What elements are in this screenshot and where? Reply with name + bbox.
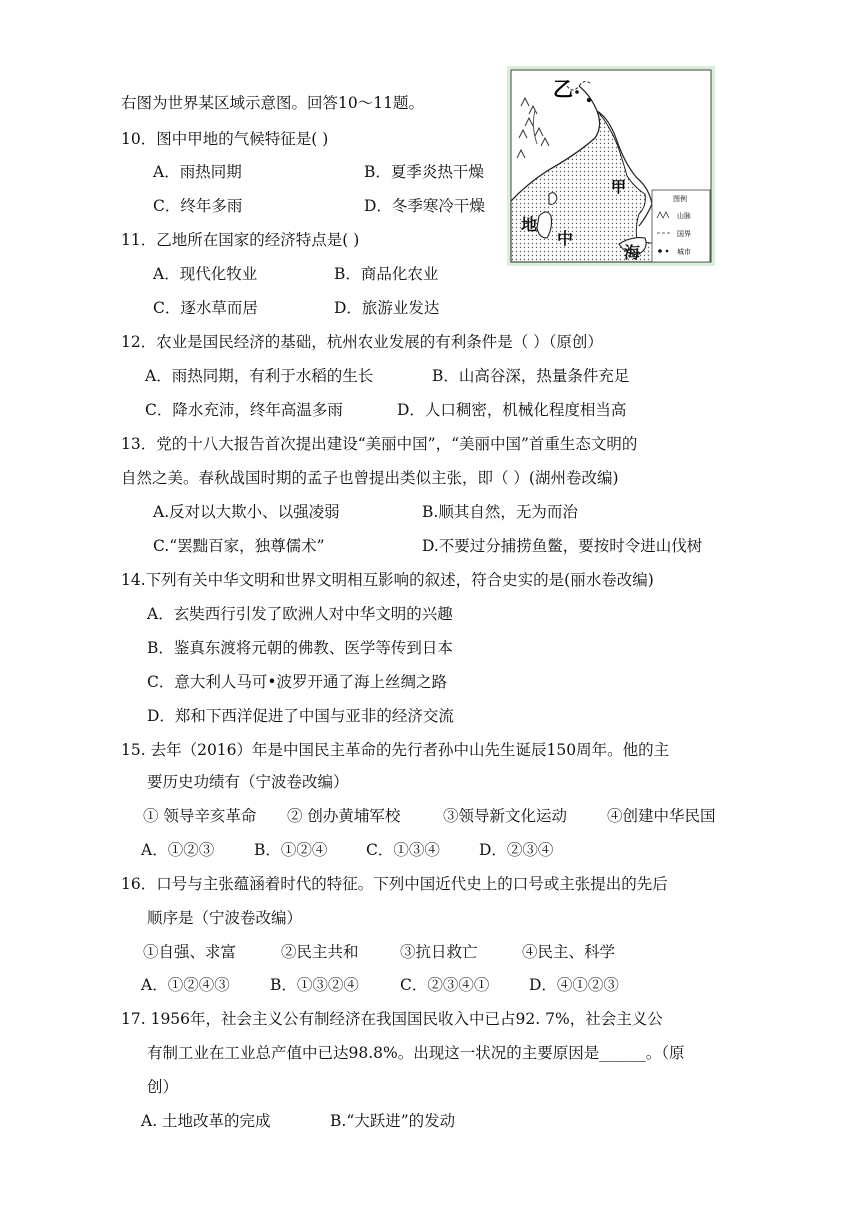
question-15-stem-line1: 15. 去年（2016）年是中国民主革命的先行者孙中山先生诞辰150周年。他的主	[121, 741, 670, 759]
question-14-option-b: B．鉴真东渡将元朝的佛教、医学等传到日本	[147, 639, 453, 657]
legend-city-icon-small	[666, 250, 669, 253]
question-10-stem: 10．图中甲地的气候特征是( )	[121, 130, 329, 148]
question-12-stem: 12．农业是国民经济的基础，杭州农业发展的有利条件是（ ）（原创）	[121, 333, 603, 351]
question-16-item-1: ①自强、求富	[143, 943, 237, 961]
question-16-option-a: A．①②④③	[141, 976, 230, 994]
question-12-option-d: D．人口稠密，机械化程度相当高	[397, 401, 627, 419]
question-10-option-c: C．终年多雨	[153, 197, 243, 215]
question-15-option-a: A．①②③	[141, 841, 215, 859]
question-16-item-4: ④民主、科学	[522, 943, 616, 961]
question-10-option-a: A．雨热同期	[153, 163, 242, 181]
question-16-item-3: ③抗日救亡	[400, 943, 478, 961]
city-dot	[575, 90, 579, 94]
question-11-option-a: A．现代化牧业	[153, 265, 258, 283]
city-dot	[587, 98, 591, 102]
sea-char-2: 中	[557, 229, 574, 248]
sardinia-island	[537, 212, 552, 238]
legend-city-icon	[658, 249, 662, 253]
question-14-option-d: D．郑和下西洋促进了中国与亚非的经济交流	[147, 707, 454, 725]
question-14-option-c: C．意大利人马可•波罗开通了海上丝绸之路	[147, 673, 448, 691]
question-11-stem: 11．乙地所在国家的经济特点是( )	[121, 231, 360, 249]
question-12-option-c: C．降水充沛，终年高温多雨	[145, 401, 343, 419]
label-jia: 甲	[611, 178, 627, 196]
question-17-option-b: B.“大跃进”的发动	[330, 1112, 456, 1130]
question-16-stem-line1: 16．口号与主张蕴涵着时代的特征。下列中国近代史上的口号或主张提出的先后	[121, 875, 668, 893]
question-15-stem-line2: 要历史功绩有（宁波卷改编）	[147, 773, 349, 791]
legend-border-label: 国界	[677, 230, 691, 238]
sea-char-3: 海	[624, 243, 641, 262]
sea-char-1: 地	[521, 215, 538, 234]
region-map	[507, 66, 715, 266]
question-16-option-b: B．①③②④	[270, 976, 359, 994]
question-11-option-b: B．商品化农业	[334, 265, 439, 283]
intro-text: 右图为世界某区域示意图。回答10～11题。	[121, 94, 424, 112]
question-17-stem-line3: 创）	[147, 1078, 179, 1096]
question-17-stem-line2: 有制工业在工业总产值中已达98.8%。出现这一状况的主要原因是______。（原	[147, 1044, 685, 1062]
legend-city-label: 城市	[677, 248, 691, 256]
question-10-option-b: B．夏季炎热干燥	[364, 163, 484, 181]
legend-title: 图例	[673, 195, 687, 203]
map-legend	[652, 190, 710, 262]
question-13-option-b: B.顺其自然，无为而治	[422, 503, 578, 521]
label-yi: 乙	[553, 77, 573, 101]
question-11-option-d: D．旅游业发达	[334, 299, 440, 317]
question-12-option-b: B．山高谷深，热量条件充足	[432, 367, 630, 385]
question-15-option-c: C．①③④	[366, 841, 440, 859]
question-15-option-d: D．②③④	[479, 841, 554, 859]
question-10-option-d: D．冬季寒冷干燥	[364, 197, 485, 215]
question-15-item-2: ② 创办黄埔军校	[287, 807, 401, 825]
question-15-item-3: ③领导新文化运动	[443, 807, 568, 825]
question-12-option-a: A．雨热同期，有利于水稻的生长	[145, 367, 374, 385]
question-16-item-2: ②民主共和	[281, 943, 359, 961]
question-13-stem-line2: 自然之美。春秋战国时期的孟子也曾提出类似主张，即（ ）(湖州卷改编)	[121, 469, 619, 487]
question-13-stem-line1: 13．党的十八大报告首次提出建设“美丽中国”，“美丽中国”首重生态文明的	[121, 435, 638, 453]
question-16-stem-line2: 顺序是（宁波卷改编）	[147, 909, 303, 927]
question-14-option-a: A．玄奘西行引发了欧洲人对中华文明的兴趣	[147, 605, 453, 623]
question-14-stem: 14.下列有关中华文明和世界文明相互影响的叙述，符合史实的是(丽水卷改编)	[121, 571, 654, 589]
question-11-option-c: C．逐水草而居	[153, 299, 258, 317]
legend-mountain-label: 山脉	[677, 212, 691, 220]
question-15-item-4: ④创建中华民国	[607, 807, 716, 825]
question-13-option-a: A.反对以大欺小、以强凌弱	[153, 503, 340, 521]
question-16-option-d: D．④①②③	[529, 976, 619, 994]
question-13-option-c: C.“罢黜百家，独尊儒术”	[153, 537, 325, 555]
question-17-stem-line1: 17. 1956年，社会主义公有制经济在我国国民收入中已占92. 7%，社会主义公	[121, 1010, 663, 1028]
question-15-item-1: ① 领导辛亥革命	[143, 807, 257, 825]
question-17-option-a: A. 土地改革的完成	[141, 1112, 271, 1130]
question-15-option-b: B．①②④	[254, 841, 328, 859]
region-map-svg	[507, 66, 715, 266]
question-16-option-c: C．②③④①	[400, 976, 490, 994]
question-13-option-d: D.不要过分捕捞鱼鳖，要按时令进山伐树	[422, 537, 703, 555]
